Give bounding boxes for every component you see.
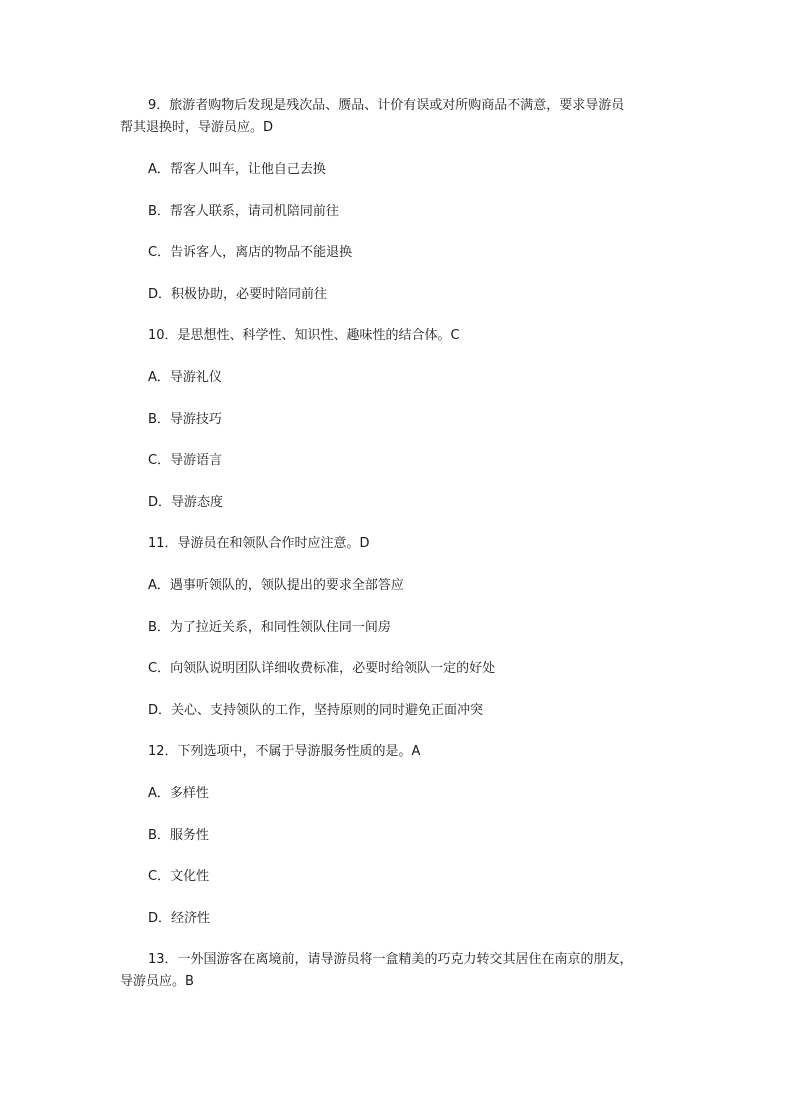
question-12-option-d: D．经济性 [148,911,211,926]
question-12-option-c: C．文化性 [148,869,210,884]
question-9-option-c: C．告诉客人，离店的物品不能退换 [148,245,353,260]
question-9-stem: 9．旅游者购物后发现是残次品、赝品、计价有误或对所购商品不满意，要求导游员 [148,98,625,113]
question-11-stem: 11．导游员在和领队合作时应注意。D [148,536,370,551]
question-9-stem-cont: 帮其退换时，导游员应。D [120,120,274,135]
question-12-option-a: A．多样性 [148,786,209,801]
question-11-option-c: C．向领队说明团队详细收费标准，必要时给领队一定的好处 [148,661,496,676]
question-11-option-b: B．为了拉近关系，和同性领队住同一间房 [148,620,391,635]
question-12-option-b: B．服务性 [148,828,209,843]
question-13-stem-cont: 导游员应。B [120,974,194,989]
question-10-option-b: B．导游技巧 [148,412,222,427]
question-10-option-c: C．导游语言 [148,453,223,468]
question-9-option-a: A．帮客人叫车，让他自己去换 [148,162,326,177]
question-11-option-a: A．遇事听领队的，领队提出的要求全部答应 [148,578,404,593]
question-9-option-d: D．积极协助，必要时陪同前往 [148,287,328,302]
question-12-stem: 12．下列选项中，不属于导游服务性质的是。A [148,744,421,759]
question-10-option-d: D．导游态度 [148,495,224,510]
question-10-stem: 10．是思想性、科学性、知识性、趣味性的结合体。C [148,328,460,343]
question-13-stem: 13．一外国游客在离境前，请导游员将一盒精美的巧克力转交其居住在南京的朋友， [148,952,633,967]
question-11-option-d: D．关心、支持领队的工作，坚持原则的同时避免正面冲突 [148,703,484,718]
question-9-option-b: B．帮客人联系，请司机陪同前往 [148,204,339,219]
question-10-option-a: A．导游礼仪 [148,370,222,385]
